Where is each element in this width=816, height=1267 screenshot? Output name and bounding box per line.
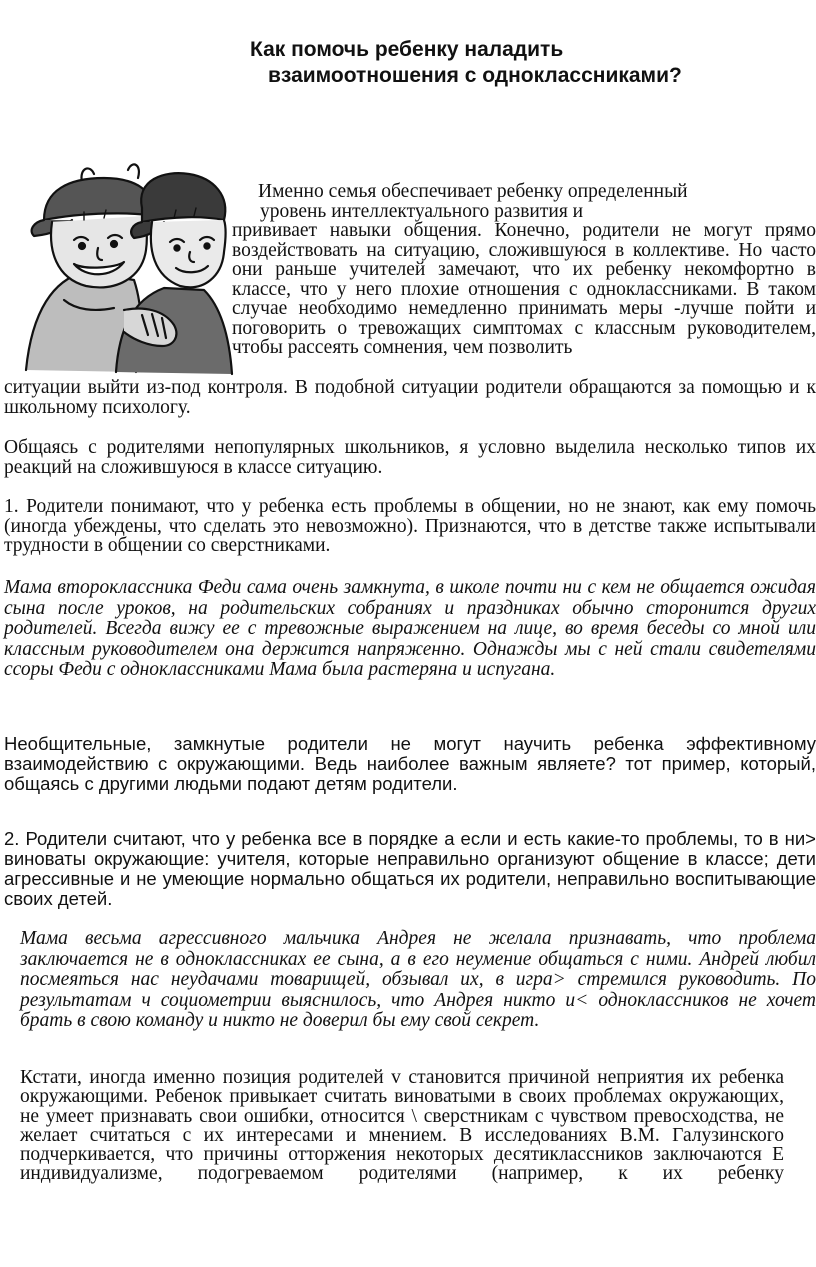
intro-paragraph	[232, 182, 816, 358]
paragraph-uncommunicative-parents: Необщительные, замкнутые родители не могут научить ребенка эффективному взаимодействию с окружающими. Ведь наиболее важным являете? тот пример, который, общаясь с другими людьми подают детям родители.	[4, 733, 816, 794]
intro-body: прививает навыки общения. Конечно, родители не могут прямо воздействовать на ситуацию, сложившуюся в коллективе. Но часто они раньше учителей замечают, что их ребенку некомфортно в классе, что у него плохие отношения с одноклассниками. В таком случае необходимо немедленно принимать меры -лучше пойти и поговорить о тревожащих симптомах с классным руководителем, чтобы рассеять сомнения, чем позволить	[232, 220, 816, 358]
intro-line-2: уровень интеллектуального развития и	[260, 200, 584, 222]
title-line-2: взаимоотношения с одноклассниками?	[268, 64, 682, 87]
intro-paragraph-tail: ситуации выйти из-под контроля. В подобной ситуации родители обращаются за помощью и к школьному психологу.	[4, 377, 816, 418]
title-line-1: Как помочь ребенку наладить	[250, 38, 564, 61]
paragraph-example-fedya: Мама второклассника Феди сама очень замкнута, в школе почти ни с кем не общается ожидая сына после уроков, на родительских собраниях и праздниках обычно сторонится других родителей. Всегда вижу ее с тревожные выражением на лице, во время беседы со мной или классным руководителем она держится напряженно. Однажды мы с ней стали свидетелями ссоры Феди с одноклассниками Мама была растеряна и испугана.	[4, 577, 816, 680]
paragraph-by-the-way: Кстати, иногда именно позиция родителей v становится причиной неприятия их ребенка окружающими. Ребенок привыкает считать виноватыми в своих проблемах окружающих, не умеет признавать свои ошибки, относится \ сверстникам с чувством превосходства, не желает считаться с их интересами и мнением. В исследованиях В.М. Галузинского подчеркивается, что причины отторжения некоторых десятиклассников заключаются E индивидуализме, подогреваемом родителями (например, к их ребенку	[20, 1067, 784, 1185]
paragraph-reaction-types: Общаясь с родителями непопулярных школьников, я условно выделила несколько типов их реакций на сложившуюся в классе ситуацию.	[4, 437, 816, 478]
intro-line-1: Именно семья обеспечивает ребенку определенный	[258, 181, 688, 202]
paragraph-type-2: 2. Родители считают, что у ребенка все в порядке а если и есть какие-то проблемы, то в ни> виноваты окружающие: учителя, которые неправильно организуют общение в классе; дети агрессивные и не умеющие нормально общаться их родители, неправильно воспитывающие своих детей.	[4, 828, 816, 909]
paragraph-type-1: 1. Родители понимают, что у ребенка есть проблемы в общении, но не знают, как ему помочь (иногда убеждены, что сделать это невозможно). Признаются, что в детстве также испытывали трудности в общении со сверстниками.	[4, 496, 816, 556]
two-boys-in-caps-illustration	[24, 160, 234, 378]
paragraph-example-andrey: Мама весьма агрессивного мальчика Андрея не желала признавать, что проблема заключается не в одноклассниках ее сына, а в его неумение общаться с ними. Андрей любил посмеяться нас неудачами товарищей, обзывал их, в игра> стремился руководить. По результатам ч социометрии выяснилось, что Андрея никто и< одноклассников не хочет брать в свою команду и никто не доверил бы ему свой секрет.	[20, 928, 816, 1031]
